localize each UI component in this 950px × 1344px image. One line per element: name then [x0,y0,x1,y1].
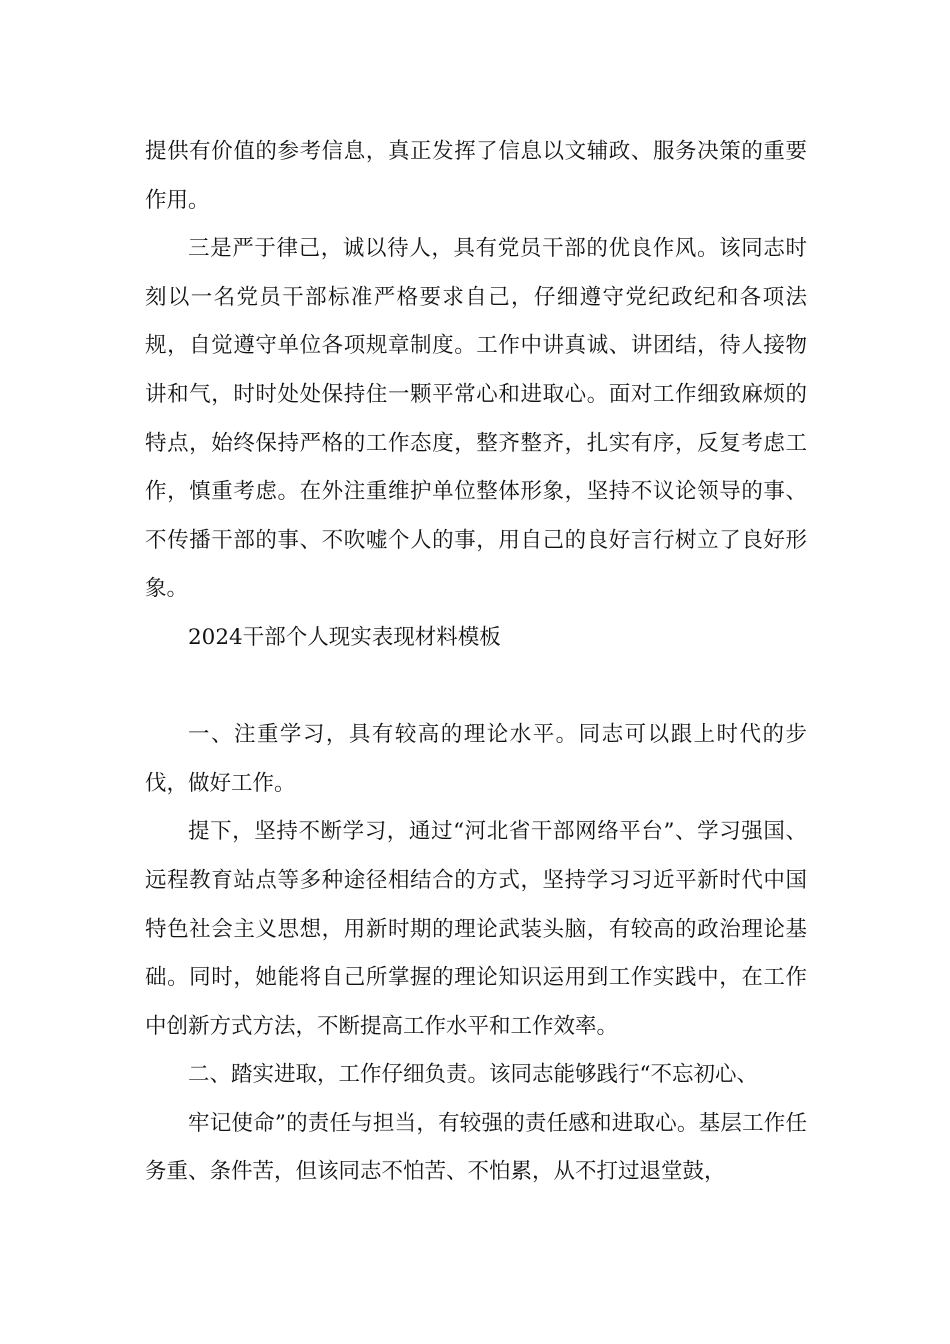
paragraph-mission: 牢记使命”的责任与担当，有较强的责任感和进取心。基层工作任务重、条件苦，但该同志不怕苦、不怕累，从不打过退堂鼓， [145,1110,807,1185]
paragraph-continuation: 提供有价值的参考信息，真正发挥了信息以文辅政、服务决策的重要作用。 [145,139,807,213]
paragraph-study: 一、注重学习，具有较高的理论水平。同志可以跟上时代的步伐，做好工作。 [145,722,807,796]
paragraph-diligence: 二、踏实进取，工作仔细负责。该同志能够践行“不忘初心、 [188,1062,758,1088]
document-title: 2024干部个人现实表现材料模板 [188,624,501,650]
document-body [145,128,807,1197]
blank-line [145,663,807,712]
paragraph-learning: 提下，坚持不断学习，通过“河北省干部网络平台”、学习强国、远程教育站点等多种途径相结合的方式，坚持学习习近平新时代中国特色社会主义思想，用新时期的理论武装头脑，有较高的政治理论基础。同时，她能将自己所掌握的理论知识运用到工作实践中，在工作中创新方式方法，不断提高工作水平和工作效率。 [145,819,807,1039]
paragraph-conduct: 三是严于律己，诚以待人，具有党员干部的优良作风。该同志时刻以一名党员干部标准严格要求自己，仔细遵守党纪政纪和各项法规，自觉遵守单位各项规章制度。工作中讲真诚、讲团结，待人接物讲和气，时时处处保持住一颗平常心和进取心。面对工作细致麻烦的特点，始终保持严格的工作态度，整齐整齐，扎实有序，反复考虑工作，慎重考虑。在外注重维护单位整体形象，坚持不议论领导的事、不传播干部的事、不吹嘘个人的事，用自己的良好言行树立了良好形象。 [145,236,807,602]
